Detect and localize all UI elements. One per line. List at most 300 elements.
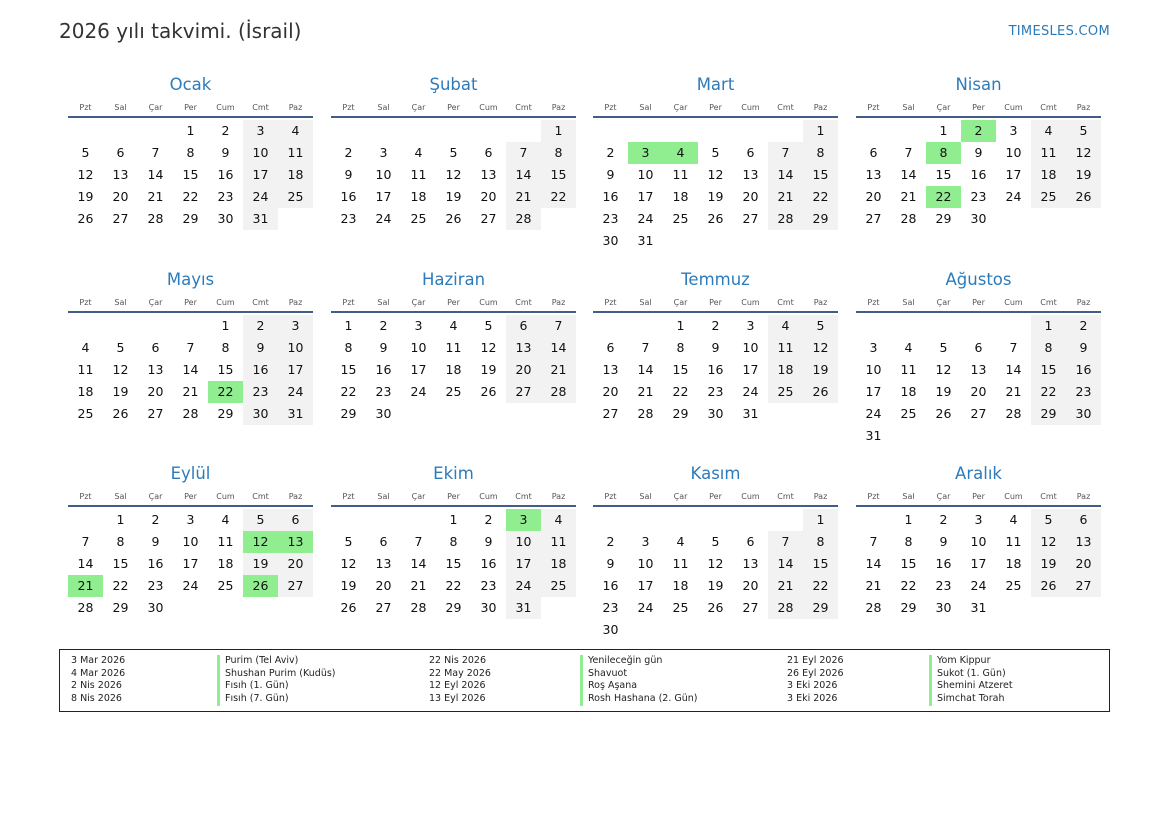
holiday-date: 26 Eyl 2026 [787, 667, 844, 679]
day-cell: 9 [711, 340, 720, 355]
day-cell: 27 [480, 211, 497, 226]
month-block [68, 269, 313, 425]
day-cell: 5 [484, 318, 493, 333]
holiday-name: Simchat Torah [929, 693, 1004, 706]
empty-cell [436, 120, 471, 142]
day-cell: 10 [278, 337, 313, 359]
day-cell: 19 [707, 189, 724, 204]
brand-link[interactable]: TIMESLES.COM [1008, 24, 1110, 39]
empty-cell [593, 120, 628, 142]
day-cell: 6 [746, 145, 755, 160]
day-cell: 23 [147, 578, 164, 593]
day-cell: 17 [637, 578, 654, 593]
day-cell: 28 [637, 406, 654, 421]
day-cell: 29 [900, 600, 917, 615]
day-cell: 1 [803, 509, 838, 531]
weekday-label: Pzt [867, 492, 880, 501]
day-cell: 12 [112, 362, 129, 377]
day-cell: 17 [243, 164, 278, 186]
weekday-label: Cum [216, 298, 235, 307]
day-cell: 22 [803, 575, 838, 597]
weekday-label: Sal [902, 103, 915, 112]
day-cell: 25 [541, 575, 576, 597]
day-cell: 21 [147, 189, 164, 204]
day-cell: 14 [506, 164, 541, 186]
month-name: Şubat [429, 75, 478, 94]
day-cell: 8 [904, 534, 913, 549]
day-grid [68, 120, 313, 230]
day-grid [68, 315, 313, 425]
empty-cell [996, 315, 1031, 337]
day-cell: 4 [414, 145, 423, 160]
weekday-label: Cmt [1040, 492, 1057, 501]
day-cell: 6 [278, 509, 313, 531]
day-cell: 5 [1031, 509, 1066, 531]
day-cell: 30 [602, 233, 619, 248]
day-cell: 30 [480, 600, 497, 615]
day-cell: 4 [768, 315, 803, 337]
day-cell: 12 [480, 340, 497, 355]
weekday-label: Cmt [515, 298, 532, 307]
day-cell: 21 [768, 186, 803, 208]
day-cell: 7 [506, 142, 541, 164]
weekday-label: Cum [1004, 298, 1023, 307]
weekday-label: Pzt [79, 103, 92, 112]
day-cell: 27 [1066, 575, 1101, 597]
day-cell: 11 [1031, 142, 1066, 164]
day-cell: 5 [243, 509, 278, 531]
weekday-header [68, 99, 313, 118]
holiday-day: 22 [208, 381, 243, 403]
day-cell: 19 [707, 578, 724, 593]
day-cell: 30 [602, 622, 619, 637]
day-cell: 1 [1031, 315, 1066, 337]
holiday-date: 4 Mar 2026 [71, 667, 126, 679]
holiday-date: 3 Mar 2026 [71, 655, 126, 666]
day-cell: 13 [112, 167, 129, 182]
weekday-header [856, 488, 1101, 507]
month-name: Kasım [690, 464, 741, 483]
weekday-label: Per [184, 103, 197, 112]
day-cell: 19 [77, 189, 94, 204]
day-cell: 27 [865, 211, 882, 226]
day-cell: 25 [217, 578, 234, 593]
day-cell: 16 [375, 362, 392, 377]
day-grid [856, 315, 1101, 447]
holiday-day: 13 [278, 531, 313, 553]
day-cell: 20 [602, 384, 619, 399]
holiday-date: 22 Nis 2026 [429, 655, 486, 666]
day-cell: 16 [935, 556, 952, 571]
day-cell: 23 [602, 600, 619, 615]
day-cell: 17 [506, 553, 541, 575]
day-cell: 26 [112, 406, 129, 421]
empty-cell [698, 509, 733, 531]
empty-cell [698, 120, 733, 142]
day-cell: 16 [602, 578, 619, 593]
day-cell: 27 [506, 381, 541, 403]
day-cell: 4 [278, 120, 313, 142]
day-cell: 5 [711, 534, 720, 549]
day-cell: 24 [375, 211, 392, 226]
day-cell: 25 [1005, 578, 1022, 593]
day-cell: 22 [1031, 381, 1066, 403]
day-cell: 7 [541, 315, 576, 337]
day-grid [331, 315, 576, 425]
day-cell: 10 [865, 362, 882, 377]
weekday-label: Sal [114, 103, 127, 112]
empty-cell [471, 120, 506, 142]
day-cell: 2 [379, 318, 388, 333]
empty-cell [593, 509, 628, 531]
day-cell: 9 [939, 534, 948, 549]
empty-cell [628, 120, 663, 142]
day-cell: 22 [182, 189, 199, 204]
day-cell: 15 [217, 362, 234, 377]
day-cell: 9 [606, 556, 615, 571]
day-cell: 6 [1066, 509, 1101, 531]
empty-cell [891, 315, 926, 337]
day-cell: 7 [81, 534, 90, 549]
weekday-label: Çar [411, 103, 426, 112]
day-cell: 5 [939, 340, 948, 355]
day-cell: 17 [1005, 167, 1022, 182]
weekday-label: Cum [1004, 492, 1023, 501]
weekday-label: Paz [1076, 103, 1091, 112]
empty-cell [506, 120, 541, 142]
day-cell: 4 [1031, 120, 1066, 142]
day-cell: 27 [742, 211, 759, 226]
weekday-header [331, 294, 576, 313]
empty-cell [331, 509, 366, 531]
weekday-label: Pzt [604, 492, 617, 501]
weekday-label: Sal [902, 298, 915, 307]
month-block [593, 269, 838, 425]
day-cell: 21 [182, 384, 199, 399]
day-cell: 20 [278, 553, 313, 575]
day-cell: 21 [410, 578, 427, 593]
weekday-label: Sal [114, 298, 127, 307]
day-grid [68, 509, 313, 619]
day-cell: 18 [445, 362, 462, 377]
day-cell: 17 [375, 189, 392, 204]
holiday-day: 26 [243, 575, 278, 597]
day-cell: 31 [970, 600, 987, 615]
day-cell: 6 [606, 340, 615, 355]
holiday-name: Sukot (1. Gün) [929, 668, 1006, 681]
day-cell: 19 [1066, 164, 1101, 186]
weekday-label: Paz [288, 492, 303, 501]
holiday-name: Purim (Tel Aviv) [217, 655, 298, 668]
day-cell: 30 [147, 600, 164, 615]
day-cell: 12 [340, 556, 357, 571]
day-cell: 12 [707, 167, 724, 182]
day-cell: 17 [742, 362, 759, 377]
day-cell: 10 [243, 142, 278, 164]
weekday-label: Cmt [1040, 298, 1057, 307]
day-cell: 2 [243, 315, 278, 337]
day-cell: 22 [541, 186, 576, 208]
day-cell: 5 [81, 145, 90, 160]
holiday-date: 3 Eki 2026 [787, 680, 838, 692]
weekday-label: Cum [741, 103, 760, 112]
day-cell: 7 [151, 145, 160, 160]
empty-cell [628, 509, 663, 531]
day-cell: 20 [506, 359, 541, 381]
holiday-date: 2 Nis 2026 [71, 680, 122, 692]
day-cell: 3 [869, 340, 878, 355]
day-cell: 11 [410, 167, 427, 182]
day-cell: 30 [375, 406, 392, 421]
day-cell: 4 [221, 512, 230, 527]
day-cell: 16 [707, 362, 724, 377]
holiday-day: 21 [68, 575, 103, 597]
day-cell: 8 [116, 534, 125, 549]
weekday-label: Sal [902, 492, 915, 501]
empty-cell [366, 120, 401, 142]
day-cell: 29 [340, 406, 357, 421]
day-cell: 16 [480, 556, 497, 571]
day-cell: 14 [768, 164, 803, 186]
month-block [331, 74, 576, 230]
month-block [856, 463, 1101, 619]
day-cell: 14 [768, 553, 803, 575]
day-cell: 13 [970, 362, 987, 377]
day-cell: 23 [602, 211, 619, 226]
day-cell: 17 [637, 189, 654, 204]
month-name: Ekim [433, 464, 474, 483]
day-cell: 19 [480, 362, 497, 377]
empty-cell [733, 509, 768, 531]
day-cell: 19 [340, 578, 357, 593]
day-cell: 13 [742, 556, 759, 571]
weekday-label: Per [709, 103, 722, 112]
empty-cell [926, 315, 961, 337]
day-cell: 18 [768, 359, 803, 381]
day-cell: 7 [768, 531, 803, 553]
holiday-day: 3 [628, 142, 663, 164]
holiday-date: 13 Eyl 2026 [429, 693, 486, 705]
day-cell: 28 [410, 600, 427, 615]
day-cell: 19 [803, 359, 838, 381]
day-cell: 8 [803, 531, 838, 553]
day-cell: 20 [112, 189, 129, 204]
day-cell: 11 [77, 362, 94, 377]
day-cell: 26 [707, 211, 724, 226]
empty-cell [331, 120, 366, 142]
day-cell: 27 [375, 600, 392, 615]
weekday-label: Per [972, 492, 985, 501]
day-cell: 21 [541, 359, 576, 381]
weekday-header [68, 294, 313, 313]
weekday-label: Paz [288, 103, 303, 112]
weekday-label: Pzt [867, 103, 880, 112]
day-cell: 15 [803, 553, 838, 575]
day-cell: 16 [147, 556, 164, 571]
day-cell: 24 [637, 600, 654, 615]
holiday-legend [59, 649, 1110, 712]
day-cell: 18 [410, 189, 427, 204]
day-cell: 1 [939, 123, 948, 138]
empty-cell [366, 509, 401, 531]
day-cell: 7 [869, 534, 878, 549]
empty-cell [663, 120, 698, 142]
day-cell: 14 [147, 167, 164, 182]
day-grid [856, 509, 1101, 619]
month-name: Mayıs [166, 270, 215, 289]
empty-cell [856, 315, 891, 337]
day-cell: 8 [676, 340, 685, 355]
weekday-label: Paz [551, 298, 566, 307]
day-cell: 23 [970, 189, 987, 204]
holiday-date: 22 May 2026 [429, 667, 491, 679]
empty-cell [103, 315, 138, 337]
day-cell: 14 [182, 362, 199, 377]
day-cell: 20 [742, 578, 759, 593]
day-cell: 14 [637, 362, 654, 377]
day-cell: 1 [904, 512, 913, 527]
day-cell: 3 [746, 318, 755, 333]
day-cell: 5 [449, 145, 458, 160]
weekday-label: Çar [936, 103, 951, 112]
weekday-header [68, 488, 313, 507]
day-cell: 10 [506, 531, 541, 553]
day-cell: 4 [81, 340, 90, 355]
empty-cell [663, 509, 698, 531]
day-cell: 1 [116, 512, 125, 527]
empty-cell [733, 120, 768, 142]
day-cell: 15 [1031, 359, 1066, 381]
day-cell: 30 [970, 211, 987, 226]
day-cell: 9 [151, 534, 160, 549]
day-cell: 28 [541, 381, 576, 403]
day-cell: 27 [278, 575, 313, 597]
day-cell: 21 [900, 189, 917, 204]
day-cell: 18 [278, 164, 313, 186]
day-cell: 17 [278, 359, 313, 381]
day-cell: 26 [803, 381, 838, 403]
day-cell: 8 [449, 534, 458, 549]
day-cell: 26 [707, 600, 724, 615]
day-cell: 17 [182, 556, 199, 571]
day-cell: 6 [506, 315, 541, 337]
day-cell: 24 [182, 578, 199, 593]
day-cell: 3 [641, 534, 650, 549]
holiday-name: Roş Aşana [580, 680, 637, 693]
month-name: Aralık [955, 464, 1002, 483]
day-cell: 5 [116, 340, 125, 355]
weekday-label: Cum [216, 103, 235, 112]
weekday-label: Paz [813, 103, 828, 112]
holiday-day: 8 [926, 142, 961, 164]
day-cell: 23 [243, 381, 278, 403]
day-cell: 26 [480, 384, 497, 399]
weekday-label: Çar [673, 298, 688, 307]
day-cell: 9 [379, 340, 388, 355]
day-cell: 1 [676, 318, 685, 333]
day-cell: 7 [768, 142, 803, 164]
day-cell: 7 [904, 145, 913, 160]
day-cell: 28 [865, 600, 882, 615]
day-cell: 10 [637, 167, 654, 182]
day-cell: 28 [506, 208, 541, 230]
day-cell: 18 [77, 384, 94, 399]
day-cell: 16 [340, 189, 357, 204]
empty-cell [768, 120, 803, 142]
weekday-label: Sal [114, 492, 127, 501]
weekday-label: Cmt [252, 103, 269, 112]
day-grid [331, 509, 576, 619]
day-cell: 28 [77, 600, 94, 615]
day-cell: 26 [1066, 186, 1101, 208]
day-cell: 16 [970, 167, 987, 182]
day-cell: 14 [77, 556, 94, 571]
day-cell: 2 [484, 512, 493, 527]
day-cell: 5 [1066, 120, 1101, 142]
day-cell: 11 [672, 167, 689, 182]
day-cell: 23 [375, 384, 392, 399]
day-cell: 8 [1031, 337, 1066, 359]
weekday-label: Cum [741, 298, 760, 307]
day-cell: 9 [974, 145, 983, 160]
day-cell: 1 [344, 318, 353, 333]
month-name: Temmuz [681, 270, 750, 289]
day-cell: 24 [637, 211, 654, 226]
day-cell: 23 [935, 578, 952, 593]
month-name: Mart [696, 75, 735, 94]
day-cell: 6 [484, 145, 493, 160]
weekday-header [593, 488, 838, 507]
day-cell: 11 [278, 142, 313, 164]
day-cell: 24 [410, 384, 427, 399]
weekday-label: Per [184, 492, 197, 501]
day-cell: 11 [217, 534, 234, 549]
day-cell: 28 [1005, 406, 1022, 421]
day-cell: 26 [445, 211, 462, 226]
day-cell: 16 [217, 167, 234, 182]
day-cell: 1 [221, 318, 230, 333]
day-cell: 28 [147, 211, 164, 226]
day-cell: 9 [606, 167, 615, 182]
day-cell: 2 [344, 145, 353, 160]
weekday-label: Sal [639, 492, 652, 501]
day-cell: 2 [711, 318, 720, 333]
weekday-label: Cmt [515, 103, 532, 112]
day-cell: 15 [935, 167, 952, 182]
day-cell: 29 [445, 600, 462, 615]
day-cell: 24 [278, 381, 313, 403]
weekday-label: Sal [639, 103, 652, 112]
holiday-name: Shushan Purim (Kudüs) [217, 668, 336, 681]
weekday-label: Pzt [604, 298, 617, 307]
day-cell: 18 [1031, 164, 1066, 186]
day-cell: 21 [506, 186, 541, 208]
day-cell: 24 [742, 384, 759, 399]
day-cell: 4 [541, 509, 576, 531]
weekday-label: Per [184, 298, 197, 307]
weekday-label: Cmt [252, 298, 269, 307]
day-cell: 14 [541, 337, 576, 359]
day-cell: 2 [1066, 315, 1101, 337]
month-name: Ocak [169, 75, 212, 94]
day-cell: 31 [865, 428, 882, 443]
day-cell: 3 [414, 318, 423, 333]
empty-cell [103, 120, 138, 142]
empty-cell [768, 509, 803, 531]
empty-cell [628, 315, 663, 337]
weekday-header [331, 99, 576, 118]
day-cell: 12 [445, 167, 462, 182]
